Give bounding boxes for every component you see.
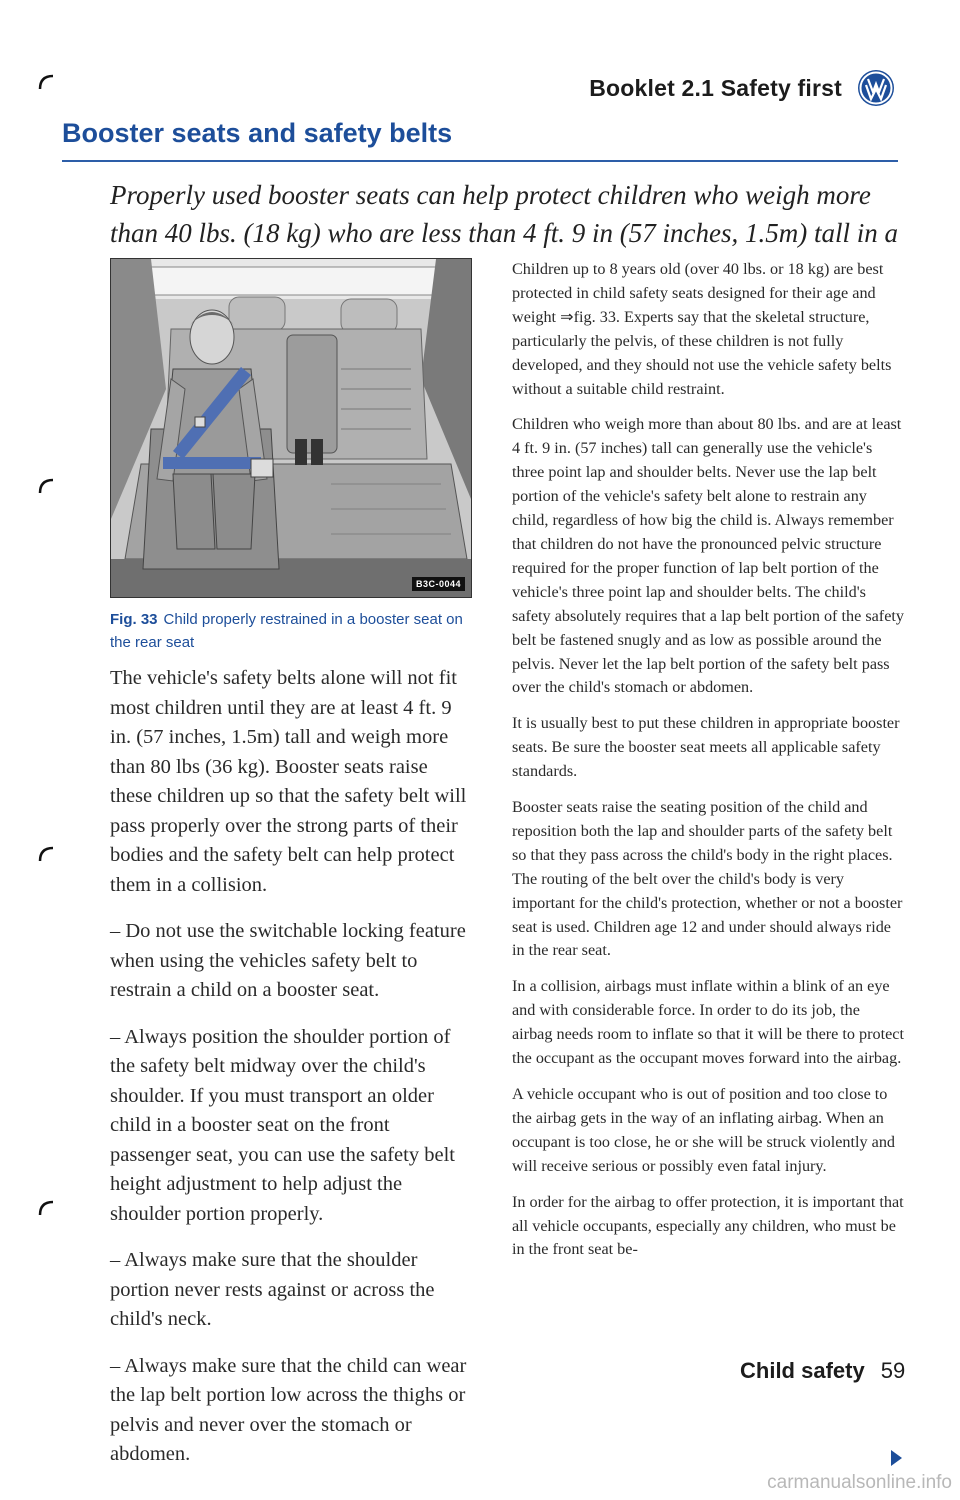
binding-mark <box>38 1200 54 1216</box>
instruction-item: – Always make sure that the child can wear the lap belt portion low across the thighs or pelvis and never over the stomach or abdomen. <box>110 1354 467 1465</box>
figure-image <box>110 258 472 598</box>
figure-code: B3C-0044 <box>412 577 465 591</box>
figure-number: Fig. 33 <box>110 611 158 628</box>
body-paragraph: Children up to 8 years old (over 40 lbs. or 18 kg) are best protected in child safety seats designed for their age and weight ⇒fig. 33. Experts say that the skeletal structure, particularly the pelvis, of these children is not fully developed, and they should not use the vehicle safety belts without a suitable child restraint. <box>512 260 892 398</box>
body-paragraph: Booster seats raise the seating position of the child and reposition both the lap and shoulder parts of the safety belt so that they pass across the child's body in the right places. The routing of the belt over the child's body is very important for the child's protection, whether or not a booster seat is used. Children age 12 and under should always ride in the rear seat. <box>512 798 903 960</box>
binding-mark <box>38 478 54 494</box>
intro-text: Properly used booster seats can help protect children who weigh more than 40 lbs. (18 kg) who are less than 4 ft. 9 in (57 inches, 1.5m) tall in a <box>110 180 898 248</box>
section-title: Booster seats and safety belts <box>62 118 453 148</box>
footer-section: Child safety <box>740 1358 865 1383</box>
page-number: 59 <box>880 1358 906 1383</box>
body-paragraph: A vehicle occupant who is out of position and too close to the airbag gets in the way of an inflating airbag. When an occupant is too close, he or she will be struck violently and will receive serious or possibly even fatal injury. <box>512 1085 896 1175</box>
figure-caption-text: Child properly restrained in a booster seat on the rear seat <box>110 611 463 651</box>
vw-logo-icon <box>856 68 896 108</box>
instruction-item: – Always make sure that the shoulder portion never rests against or across the child's neck. <box>110 1249 435 1330</box>
body-paragraph: In a collision, airbags must inflate within a blink of an eye and with considerable force. In order to do its job, the airbag needs room to inflate so that it will be there to protect the occupant as the occupant moves forward into the airbag. <box>512 977 904 1068</box>
page-footer <box>740 1358 905 1384</box>
body-paragraph: The vehicle's safety belts alone will not fit most children until they are at least 4 ft. 9 in. (57 inches, 1.5m) tall and weigh more than 80 lbs (36 kg). Booster seats raise these children up so that the safety belt will pass properly over the strong parts of their bodies and the safety belt can help protect them in a collision. <box>110 667 467 896</box>
continue-arrow-icon <box>891 1450 902 1466</box>
instruction-item: – Always position the shoulder portion of the safety belt midway over the child's shoulder. If you must transport an older child in a booster seat on the front passenger seat, you can use the safety belt height adjustment to help adjust the shoulder portion properly. <box>110 1025 455 1225</box>
figure-caption <box>110 608 480 654</box>
left-column <box>110 664 472 1487</box>
body-paragraph: It is usually best to put these children in appropriate booster seats. Be sure the booster seat meets all applicable safety standards. <box>512 714 900 781</box>
page-header <box>0 0 960 150</box>
body-paragraph: In order for the airbag to offer protection, it is important that all vehicle occupants, especially any children, who must be in the front seat be- <box>512 1192 904 1259</box>
watermark: carmanualsonline.info <box>767 1472 952 1493</box>
binding-mark <box>38 846 54 862</box>
right-column <box>512 258 904 1274</box>
instruction-item: – Do not use the switchable locking feature when using the vehicles safety belt to restrain a child on a booster seat. <box>110 920 466 1001</box>
header-right <box>589 68 896 108</box>
booklet-label: Booklet 2.1 Safety first <box>589 74 842 101</box>
title-divider <box>62 160 898 162</box>
body-paragraph: Children who weigh more than about 80 lbs. and are at least 4 ft. 9 in. (57 inches) tall can generally use the vehicle's three point lap and shoulder belts. Never use the lap belt portion of the vehicle's safety belt alone to restrain any child, regardless of how big the child is. Always remember that children do not have the pronounced pelvic structure required for the proper function of lap belt portion of the vehicle's three point lap and shoulder belts. The child's safety absolutely requires that a lap belt portion of the safety belt be fastened snugly and as low as possible around the pelvis. Never let the lap belt portion of the safety belt pass over the child's stomach or abdomen. <box>512 415 904 697</box>
